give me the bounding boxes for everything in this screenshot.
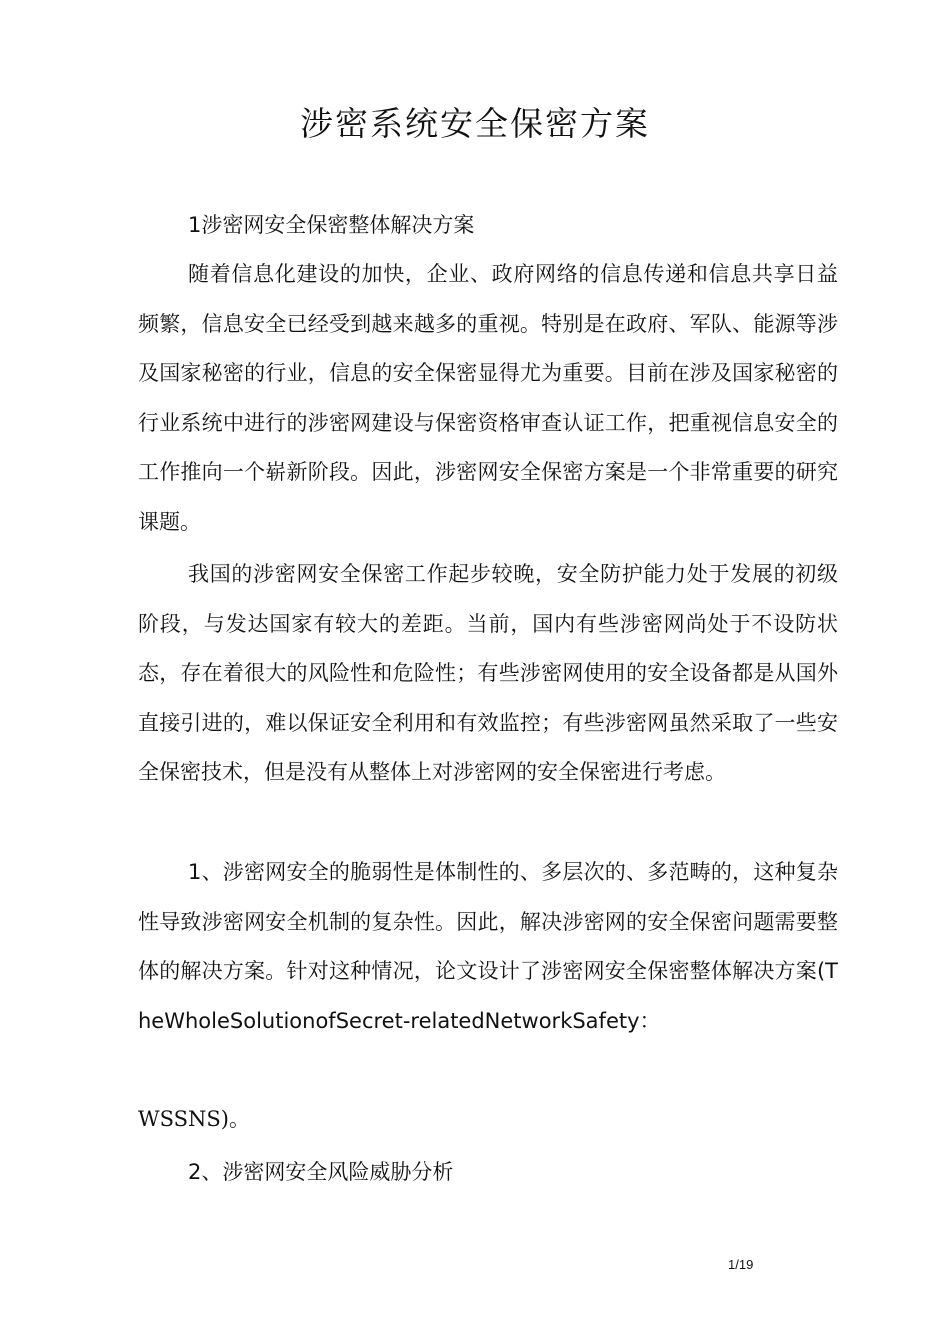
paragraph-4: WSSNS)。: [138, 1107, 250, 1131]
subheading: 2、涉密网安全风险威胁分析: [188, 1160, 454, 1184]
document-title: 涉密系统安全保密方案: [300, 104, 650, 143]
page-number: 1/19: [728, 1257, 754, 1272]
paragraph-3: 1、涉密网安全的脆弱性是体制性的、多层次的、多范畴的，这种复杂性导致涉密网安全机制的复杂性。因此，解决涉密网的安全保密问题需要整体的解决方案。针对这种情况，论文设计了涉密网安全保密整体解决方案(TheWholeSolutionofSecret-relatedNetworkSafety：: [138, 860, 838, 1033]
paragraph-2: 我国的涉密网安全保密工作起步较晚，安全防护能力处于发展的初级阶段，与发达国家有较大的差距。当前，国内有些涉密网尚处于不设防状态，存在着很大的风险性和危险性；有些涉密网使用的安全设备都是从国外直接引进的，难以保证安全利用和有效监控；有些涉密网虽然采取了一些安全保密技术，但是没有从整体上对涉密网的安全保密进行考虑。: [138, 562, 838, 784]
section-heading: 1涉密网安全保密整体解决方案: [188, 213, 475, 237]
paragraph-1: 随着信息化建设的加快，企业、政府网络的信息传递和信息共享日益频繁，信息安全已经受到越来越多的重视。特别是在政府、军队、能源等涉及国家秘密的行业，信息的安全保密显得尤为重要。目前在涉及国家秘密的行业系统中进行的涉密网建设与保密资格审查认证工作，把重视信息安全的工作推向一个崭新阶段。因此，涉密网安全保密方案是一个非常重要的研究课题。: [138, 262, 838, 534]
